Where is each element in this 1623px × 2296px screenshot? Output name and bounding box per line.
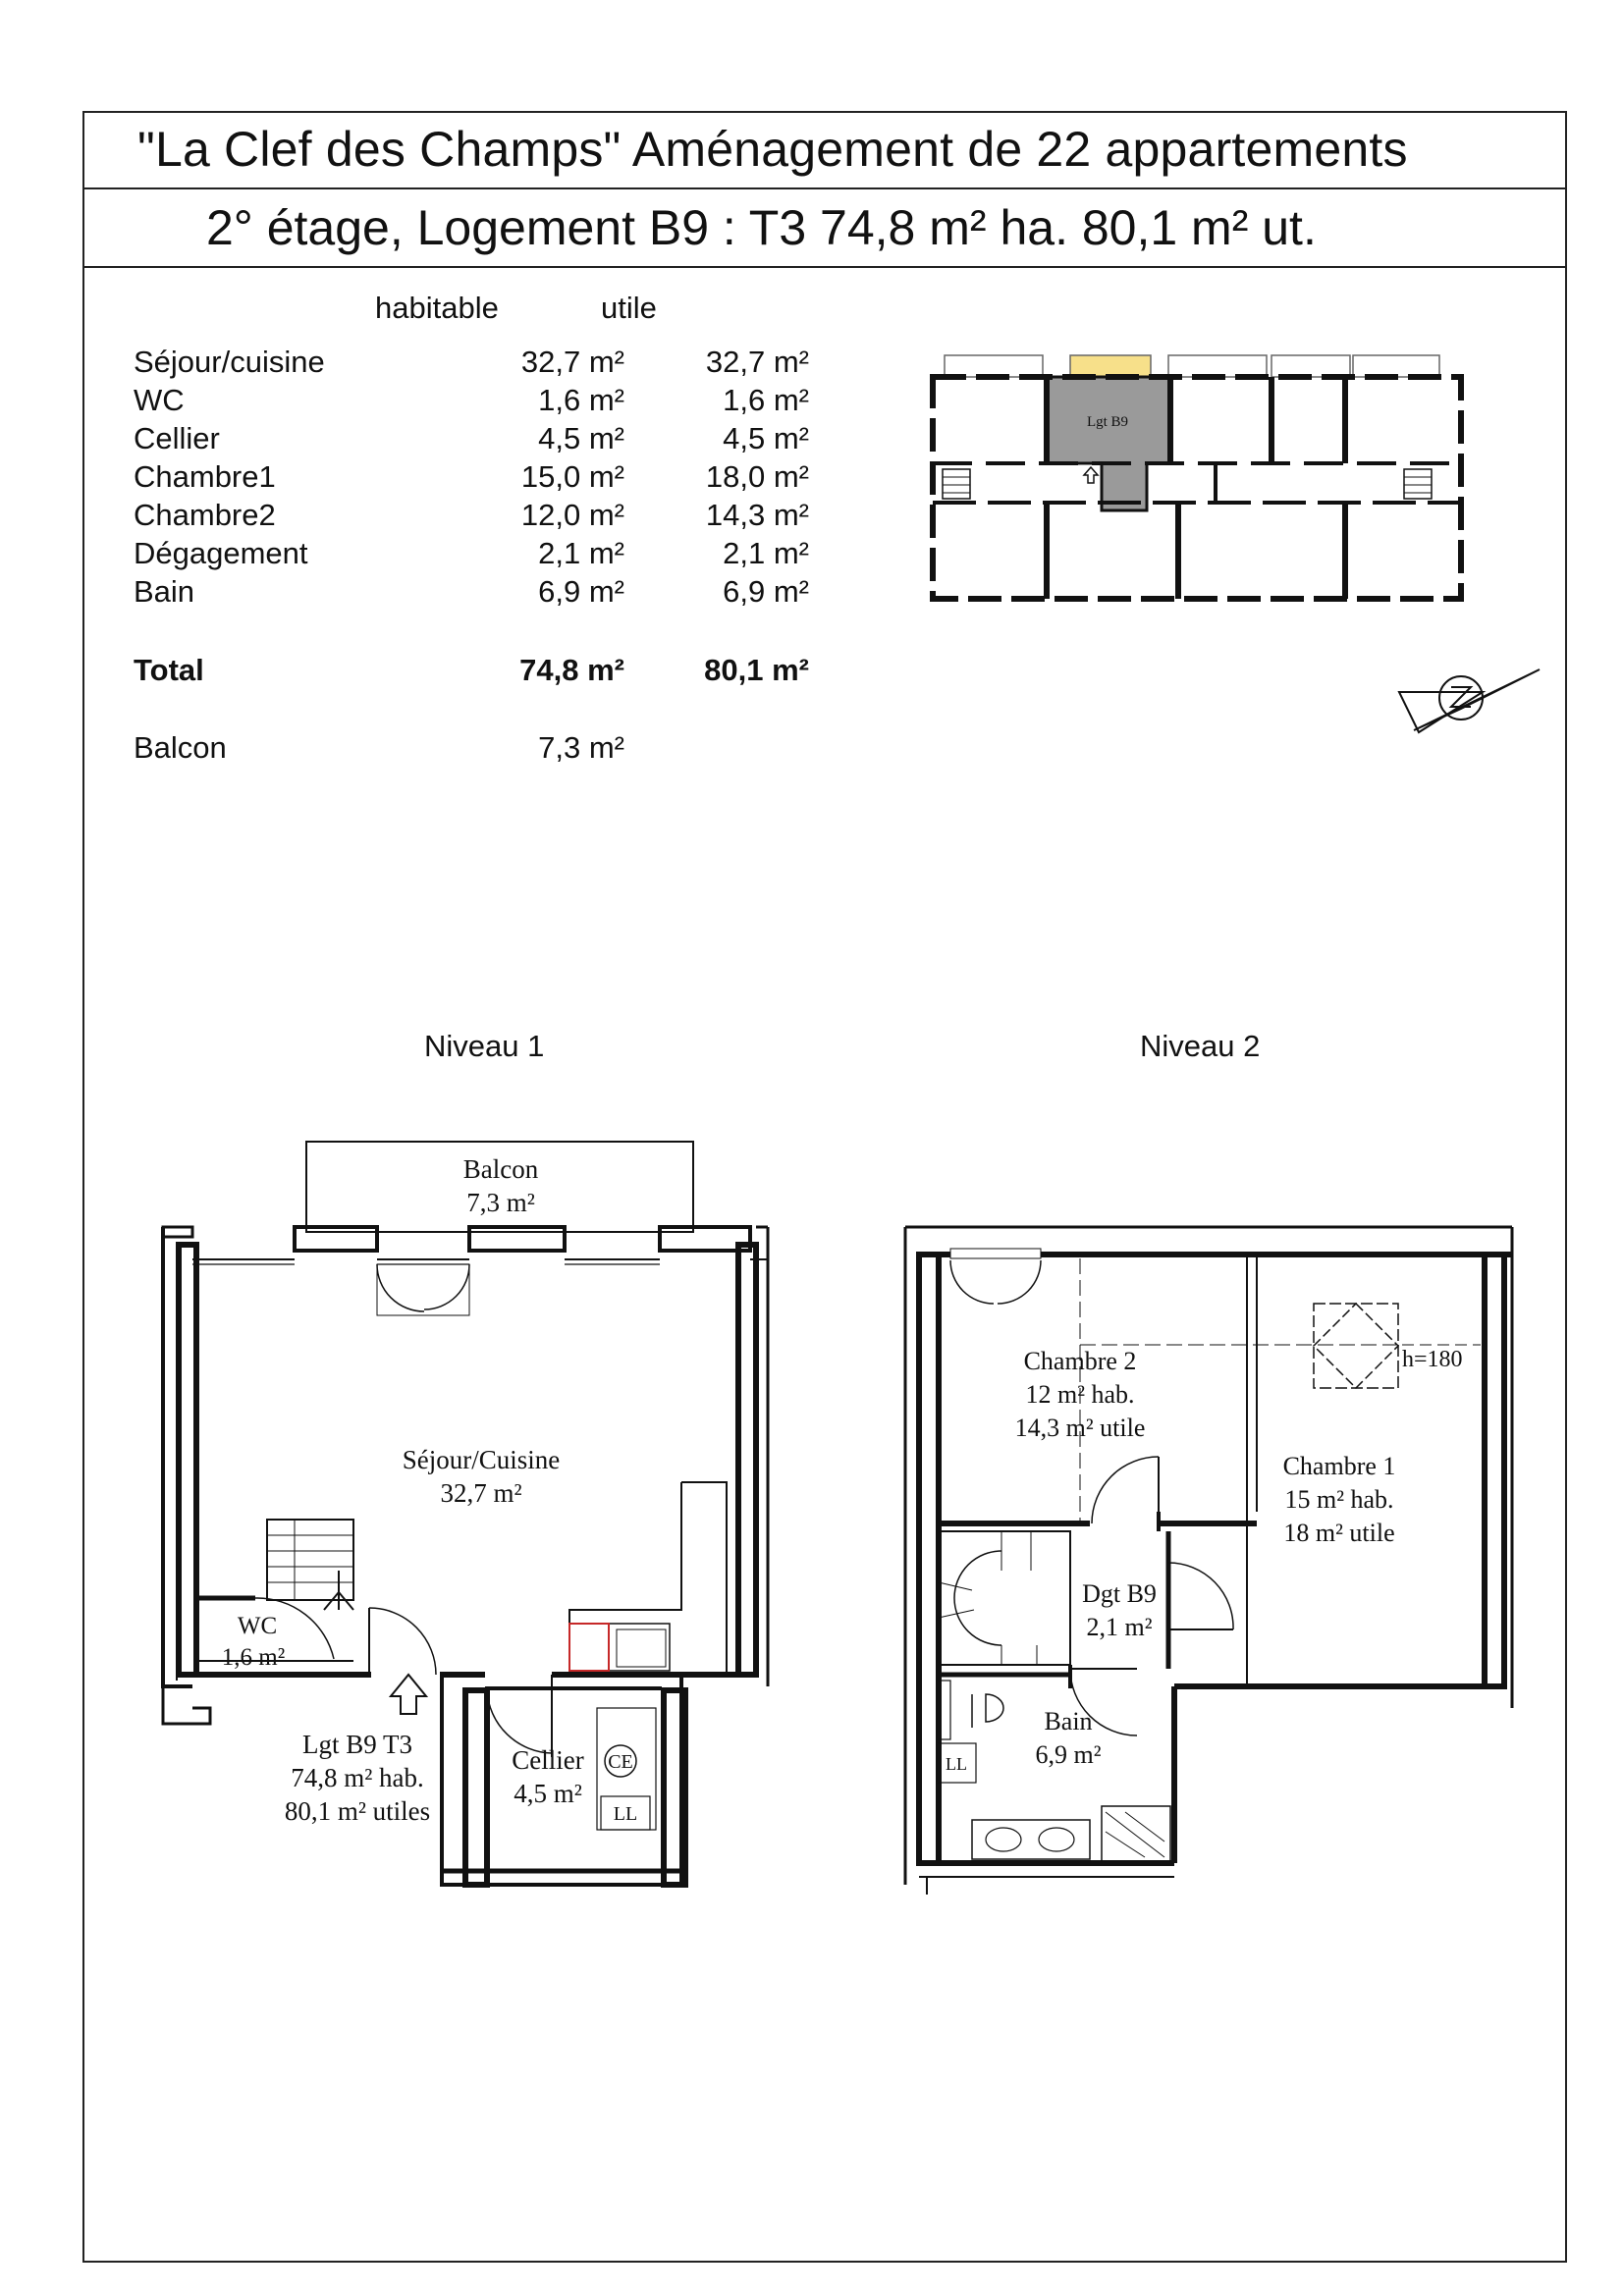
wc-name: WC [237,1613,278,1639]
ch1-utile: 18 m² utile [1283,1519,1395,1547]
total-habitable: 74,8 m² [519,653,624,687]
habitable-value: 15,0 m² [520,459,624,494]
balcony-habitable: 7,3 m² [538,730,624,765]
unit-subtitle: 2° étage, Logement B9 : T3 74,8 m² ha. 80,1 m² ut. [206,200,1317,255]
balcony-label: Balcon [134,730,227,765]
ch1-habitable: 15 m² hab. [1284,1485,1394,1514]
total-utile: 80,1 m² [704,653,809,687]
ch2-utile: 14,3 m² utile [1014,1414,1146,1442]
north-arrow-icon [1399,669,1540,732]
room-label: Dégagement [134,536,308,570]
ch2-habitable: 12 m² hab. [1025,1380,1135,1409]
unit-habitable: 74,8 m² hab. [291,1763,424,1792]
bain-name: Bain [1044,1707,1093,1735]
habitable-value: 1,6 m² [538,383,624,417]
utile-value: 4,5 m² [723,421,809,455]
wc-area: 1,6 m² [221,1644,286,1671]
room-label: Bain [134,574,195,609]
room-label: Chambre1 [134,459,276,494]
key-plan-unit-label: Lgt B9 [1086,414,1129,430]
bath-ll-label: LL [946,1754,967,1774]
cellier-name: Cellier [512,1745,584,1775]
level1-plan [163,1142,768,1885]
ch1-name: Chambre 1 [1282,1452,1396,1480]
room-label: Cellier [134,421,220,455]
utile-value: 18,0 m² [705,459,809,494]
level1-title: Niveau 1 [424,1029,545,1063]
ll-label: LL [613,1803,638,1825]
ce-label: CE [608,1751,633,1773]
total-label: Total [134,653,204,687]
utile-value: 32,7 m² [705,345,809,379]
level2-plan [905,1227,1512,1895]
habitable-value: 6,9 m² [538,574,624,609]
bain-area: 6,9 m² [1035,1740,1102,1769]
ch2-name: Chambre 2 [1023,1347,1137,1375]
room-label: Séjour/cuisine [134,345,325,379]
col-header-utile: utile [601,291,657,325]
habitable-value: 4,5 m² [538,421,624,455]
project-title: "La Clef des Champs" Aménagement de 22 appartements [137,122,1408,177]
dgt-area: 2,1 m² [1086,1613,1153,1641]
key-plan-unit-balcony [1070,355,1151,377]
utile-value: 6,9 m² [723,574,809,609]
room-label: WC [134,383,185,417]
sejour-name: Séjour/Cuisine [402,1445,561,1474]
height-label: h=180 [1402,1347,1463,1372]
col-header-habitable: habitable [375,291,499,325]
room-label: Chambre2 [134,498,276,532]
utile-value: 2,1 m² [723,536,809,570]
sejour-area: 32,7 m² [440,1478,522,1508]
utile-value: 14,3 m² [705,498,809,532]
habitable-value: 32,7 m² [520,345,624,379]
key-plan [933,355,1461,599]
habitable-value: 12,0 m² [520,498,624,532]
level2-title: Niveau 2 [1140,1029,1261,1063]
dgt-name: Dgt B9 [1082,1579,1157,1608]
utile-value: 1,6 m² [723,383,809,417]
unit-utile: 80,1 m² utiles [284,1796,431,1826]
balcon-name: Balcon [462,1154,539,1184]
unit-name: Lgt B9 T3 [301,1730,413,1759]
balcon-area: 7,3 m² [466,1188,535,1217]
key-plan-unit-highlight [1047,377,1170,510]
habitable-value: 2,1 m² [538,536,624,570]
cellier-area: 4,5 m² [514,1779,582,1808]
